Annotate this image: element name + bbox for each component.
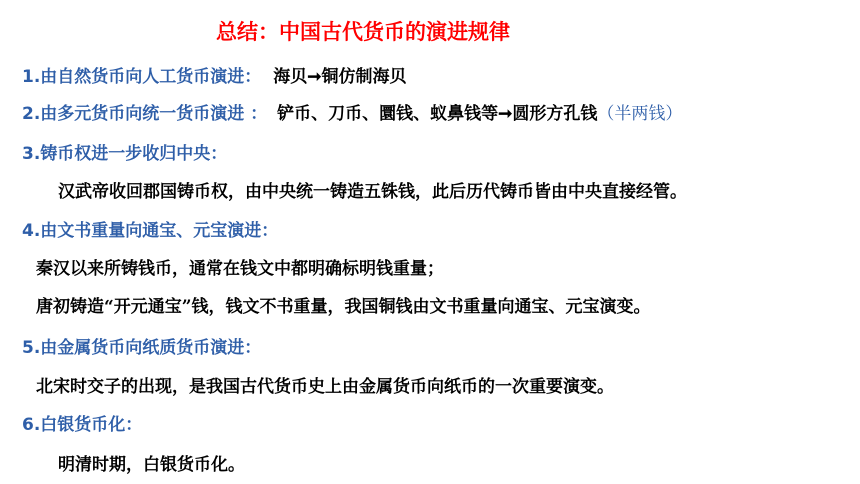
point-6-line-1: 明清时期，白银货币化。: [58, 455, 245, 475]
point-2-heading: 2.由多元货币向统一货币演进 ：: [22, 104, 268, 124]
point-1-content: 海贝➞铜仿制海贝: [273, 67, 407, 87]
point-3-heading: 3.铸币权进一步收归中央：: [22, 144, 228, 164]
point-5-line-1: 北宋时交子的出现，是我国古代货币史上由金属货币向纸币的一次重要演变。: [36, 377, 614, 397]
point-4-heading: 4.由文书重量向通宝、元宝演进：: [22, 221, 279, 241]
point-2-content: 铲币、刀币、圜钱、蚁鼻钱等➞圆形方孔钱: [277, 104, 598, 124]
point-4-line-2: 唐初铸造“开元通宝”钱，钱文不书重量，我国铜钱由文书重量向通宝、元宝演变。: [36, 297, 651, 317]
point-1: [22, 62, 406, 87]
point-2: [22, 99, 682, 124]
point-1-heading: 1.由自然货币向人工货币演进：: [22, 67, 262, 87]
point-2-note: （半两钱）: [597, 104, 683, 124]
point-5-heading: 5.由金属货币向纸质货币演进：: [22, 338, 262, 358]
point-6-heading: 6.白银货币化：: [22, 415, 143, 435]
page-title: 总结：中国古代货币的演进规律: [216, 20, 510, 44]
point-4-line-1: 秦汉以来所铸钱币，通常在钱文中都明确标明钱重量；: [36, 259, 444, 279]
point-3-line-1: 汉武帝收回郡国铸币权，由中央统一铸造五铢钱，此后历代铸币皆由中央直接经管。: [58, 182, 687, 202]
